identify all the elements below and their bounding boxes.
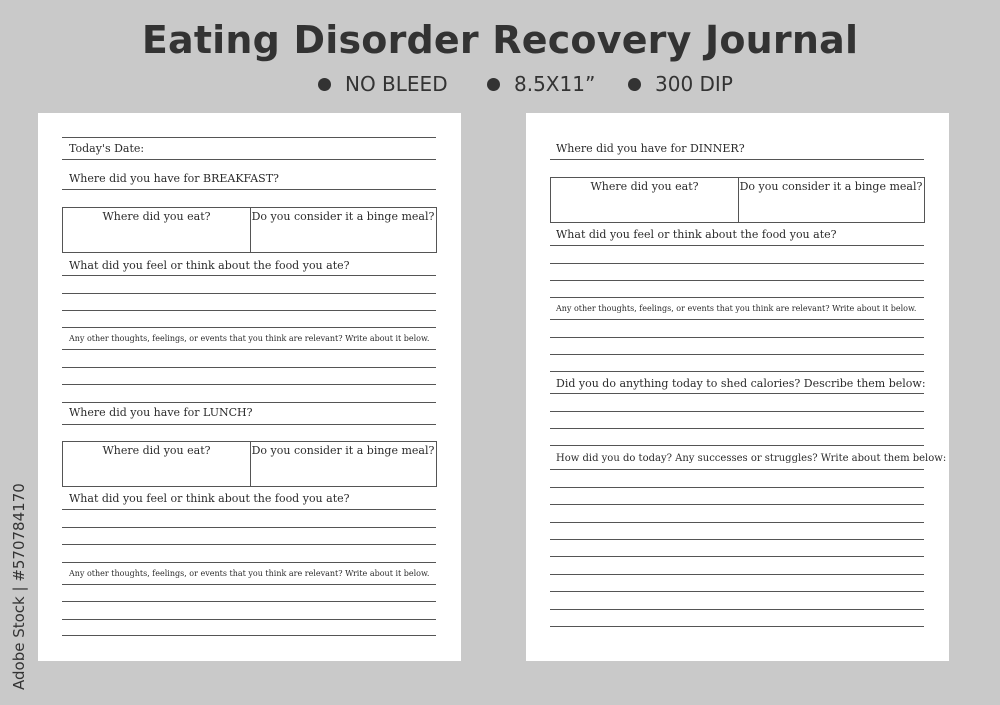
rule-line [62, 635, 436, 636]
rule-line [62, 293, 436, 294]
dinner-meal-table [550, 177, 925, 223]
rule-line [62, 601, 436, 602]
dinner-other-question: Any other thoughts, feelings, or events that you think are relevant? Write about it below. [556, 304, 917, 313]
breakfast-question: Where did you have for BREAKFAST? [69, 172, 279, 185]
journal-title: Eating Disorder Recovery Journal [141, 18, 859, 62]
binge-meal-header: Do you consider it a binge meal? [251, 210, 435, 223]
rule-line [550, 539, 924, 540]
rule-line [62, 402, 436, 403]
bullet-icon [628, 78, 641, 91]
rule-line [62, 527, 436, 528]
day-reflection-question: How did you do today? Any successes or struggles? Write about them below: [556, 453, 947, 464]
rule-line [550, 280, 924, 281]
rule-line [62, 189, 436, 190]
bullet-icon [487, 78, 500, 91]
rule-line [550, 319, 924, 320]
rule-line [550, 469, 924, 470]
spec-item [628, 72, 733, 96]
rule-line [62, 544, 436, 545]
rule-line [62, 424, 436, 425]
rule-line [550, 159, 924, 160]
lunch-feel-question: What did you feel or think about the food you ate? [69, 492, 350, 505]
rule-line [550, 297, 924, 298]
rule-line [550, 609, 924, 610]
rule-line [550, 522, 924, 523]
rule-line [550, 487, 924, 488]
where-eat-header: Where did you eat? [590, 180, 699, 193]
rule-line [62, 349, 436, 350]
binge-meal-header: Do you consider it a binge meal? [739, 180, 923, 193]
rule-line [550, 337, 924, 338]
rule-line [550, 574, 924, 575]
left-journal-page [38, 113, 461, 661]
breakfast-meal-table [62, 207, 437, 253]
breakfast-other-question: Any other thoughts, feelings, or events that you think are relevant? Write about it below. [69, 334, 430, 343]
rule-line [62, 384, 436, 385]
spec-no-bleed: NO BLEED [345, 72, 448, 96]
rule-line [550, 556, 924, 557]
rule-line [62, 137, 436, 138]
rule-line [62, 159, 436, 160]
rule-line [550, 354, 924, 355]
lunch-meal-table [62, 441, 437, 487]
rule-line [62, 367, 436, 368]
dinner-feel-question: What did you feel or think about the food you ate? [556, 228, 837, 241]
spec-item [318, 72, 448, 96]
rule-line [550, 445, 924, 446]
rule-line [550, 263, 924, 264]
rule-line [550, 626, 924, 627]
rule-line [62, 619, 436, 620]
bullet-icon [318, 78, 331, 91]
rule-line [62, 275, 436, 276]
rule-line [550, 393, 924, 394]
rule-line [550, 428, 924, 429]
spec-page-size: 8.5X11” [514, 72, 596, 96]
rule-line [62, 509, 436, 510]
where-eat-header: Where did you eat? [102, 444, 211, 457]
dinner-question: Where did you have for DINNER? [556, 142, 745, 155]
rule-line [550, 411, 924, 412]
rule-line [550, 245, 924, 246]
lunch-other-question: Any other thoughts, feelings, or events that you think are relevant? Write about it below. [69, 569, 430, 578]
rule-line [550, 504, 924, 505]
rule-line [62, 327, 436, 328]
breakfast-feel-question: What did you feel or think about the food you ate? [69, 259, 350, 272]
binge-meal-header: Do you consider it a binge meal? [251, 444, 435, 457]
where-eat-header: Where did you eat? [102, 210, 211, 223]
lunch-question: Where did you have for LUNCH? [69, 406, 253, 419]
spec-dpi: 300 DIP [655, 72, 733, 96]
rule-line [62, 584, 436, 585]
right-journal-page [526, 113, 949, 661]
rule-line [62, 562, 436, 563]
spec-item [487, 72, 595, 96]
rule-line [550, 371, 924, 372]
stock-watermark: Adobe Stock | #570784170 [10, 483, 28, 690]
calories-question: Did you do anything today to shed calories? Describe them below: [556, 377, 926, 390]
rule-line [550, 591, 924, 592]
date-label: Today's Date: [69, 142, 145, 155]
rule-line [62, 310, 436, 311]
